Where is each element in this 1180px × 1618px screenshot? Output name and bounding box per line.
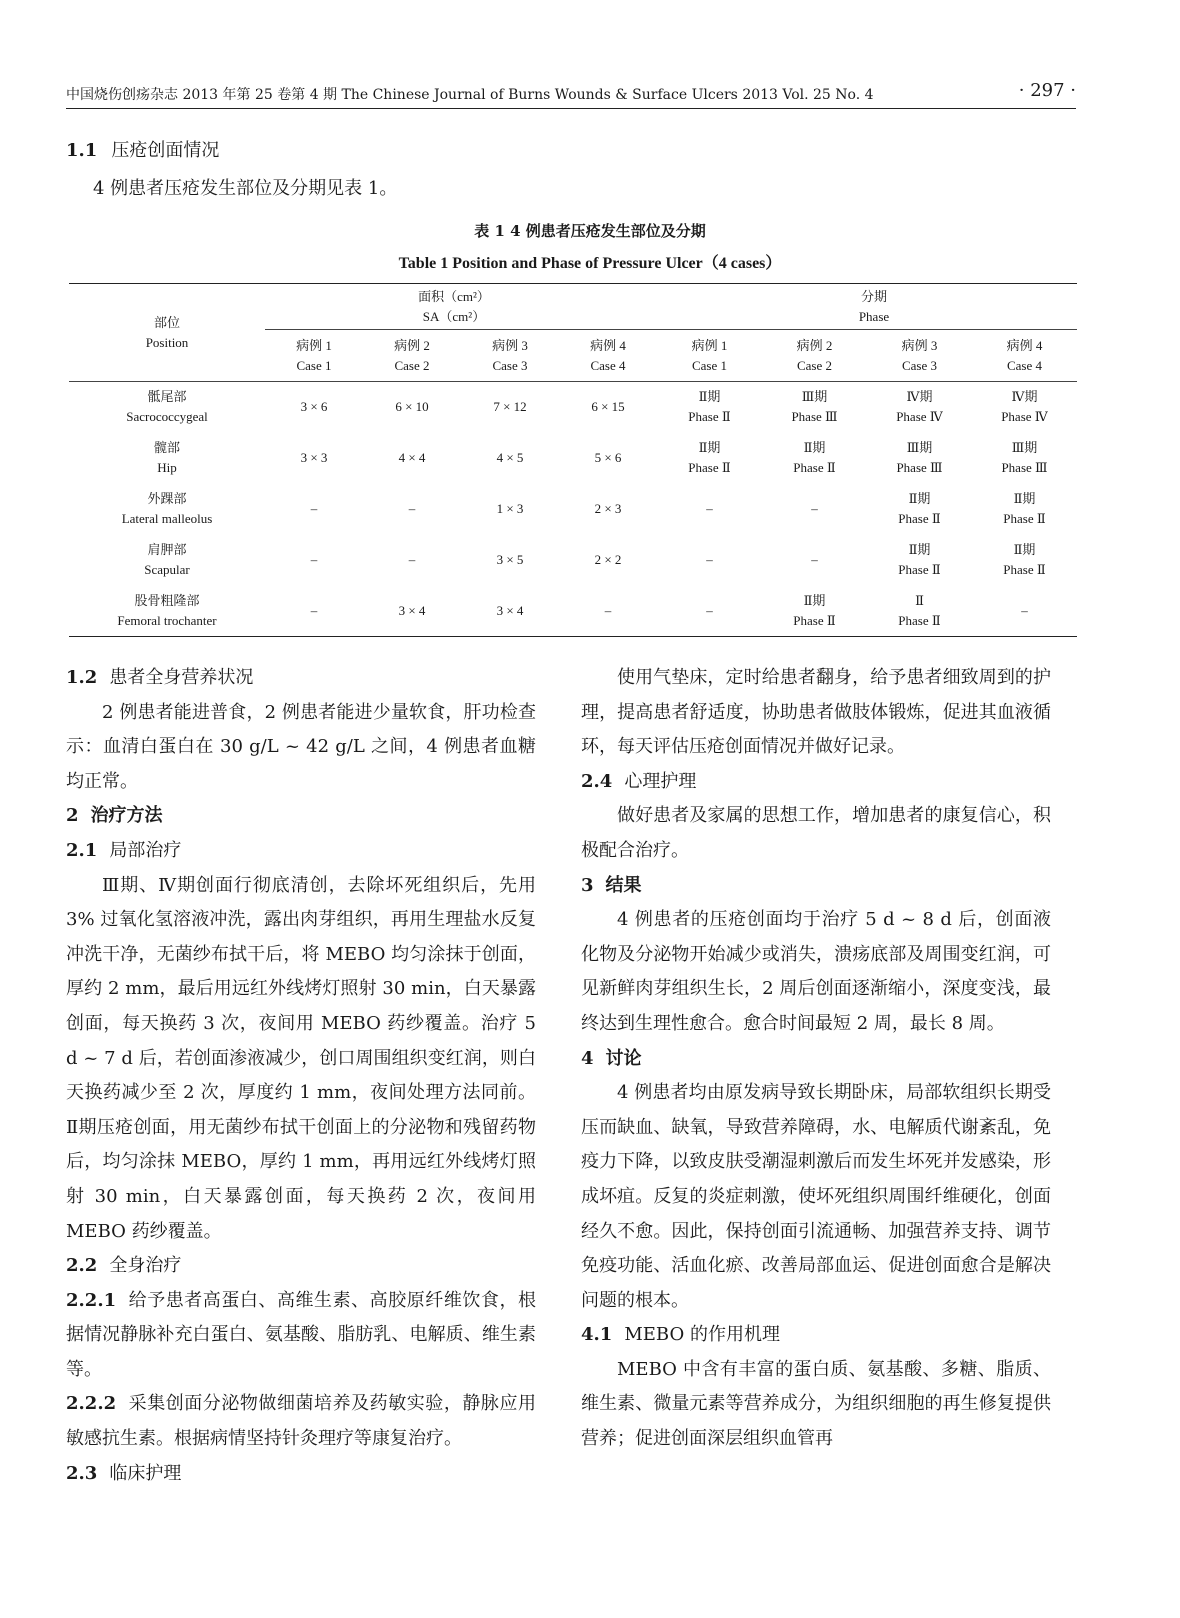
phase-cell: – <box>706 501 713 516</box>
section-number: 2 <box>66 805 79 827</box>
right-column <box>581 661 1051 1457</box>
numbered-paragraph: 2.2.2 采集创面分泌物做细菌培养及药敏实验，静脉应用敏感抗生素。根据病情坚持针灸理疗等康复治疗。 <box>66 1393 536 1450</box>
paragraph: 4 例患者均由原发病导致长期卧床，局部软组织长期受压而缺血、缺氧，导致营养障碍，水、电解质代谢紊乱，免疫力下降，以致皮肤受潮湿刺激后而发生坏死并发感染，形成坏疽。反复的炎症刺激，使坏死组织周围纤维硬化，创面经久不愈。因此，保持创面引流通畅、加强营养支持、调节免疫功能、活血化瘀、改善局部血运、促进创面愈合是解决问题的根本。 <box>581 1082 1051 1311</box>
phase-cell: – <box>1021 602 1028 618</box>
pressure-ulcer-table <box>69 283 1077 637</box>
area-cell: – <box>408 552 416 567</box>
phase-header: 分期 Phase <box>657 284 1077 330</box>
phase-cell: Ⅲ期 Phase Ⅲ <box>791 389 838 425</box>
area-cell: 3 × 6 <box>300 399 328 415</box>
phase-cell: – <box>811 552 818 567</box>
paragraph: MEBO 中含有丰富的蛋白质、氨基酸、多糖、脂质、维生素、微量元素等营养成分，为组织细胞的再生修复提供营养；促进创面深层组织血管再 <box>581 1358 1051 1450</box>
item-number: 2.2.1 <box>66 1289 117 1311</box>
section-title: 治疗方法 <box>90 805 163 827</box>
phase-cell: Ⅲ期 Phase Ⅲ <box>896 440 943 475</box>
section-title: 讨论 <box>605 1047 642 1069</box>
case-header: 病例 3 Case 3 <box>461 330 559 382</box>
paragraph: 4 例患者的压疮创面均于治疗 5 d ~ 8 d 后，创面液化物及分泌物开始减少或消失，溃疡底部及周围变红润，可见新鲜肉芽组织生长，2 周后创面逐渐缩小，深度变浅，最终达到生理性愈合。愈合时间最短 2 周，最长 8 周。 <box>581 909 1051 1034</box>
running-header <box>66 80 1076 109</box>
section-title: 临床护理 <box>109 1462 182 1484</box>
position-cell: 肩胛部 Scapular <box>144 542 190 577</box>
case-header: 病例 2 Case 2 <box>762 330 867 382</box>
phase-cell: Ⅱ期 Phase Ⅱ <box>793 592 836 628</box>
table-row <box>69 433 1077 484</box>
paragraph: 使用气垫床，定时给患者翻身，给予患者细致周到的护理，提高患者舒适度，协助患者做肢体锻炼，促进其血液循环，每天评估压疮创面情况并做好记录。 <box>581 667 1051 758</box>
section-heading <box>66 136 219 162</box>
area-cell: 2 × 3 <box>594 501 622 516</box>
case-header: 病例 4 Case 4 <box>559 330 657 382</box>
paragraph: 4 例患者压疮发生部位及分期见表 1。 <box>93 178 398 199</box>
phase-cell: Ⅳ期 Phase Ⅳ <box>896 389 943 425</box>
position-header: 部位 Position <box>69 284 265 382</box>
section-number: 1.2 <box>66 667 98 688</box>
area-cell: 3 × 4 <box>496 602 524 618</box>
area-cell: 3 × 3 <box>300 450 328 465</box>
section-number: 2.4 <box>581 770 613 792</box>
section-title: MEBO 的作用机理 <box>624 1324 780 1346</box>
phase-cell: Ⅱ期 Phase Ⅱ <box>898 542 941 577</box>
phase-cell: – <box>811 501 818 516</box>
position-cell: 股骨粗隆部 Femoral trochanter <box>117 592 217 628</box>
section-title: 结果 <box>605 874 642 896</box>
area-cell: 6 × 10 <box>395 399 429 415</box>
case-header: 病例 4 Case 4 <box>972 330 1077 382</box>
phase-cell: Ⅱ期 Phase Ⅱ <box>688 440 731 475</box>
section-title: 全身治疗 <box>109 1255 182 1277</box>
area-cell: 4 × 4 <box>398 450 426 465</box>
section-heading <box>66 661 536 696</box>
section-heading <box>66 834 536 869</box>
section-number: 2.2 <box>66 1255 98 1277</box>
section-number: 3 <box>581 874 594 896</box>
section-heading <box>66 1249 536 1284</box>
position-cell: 髋部 Hip <box>153 440 180 475</box>
area-cell: – <box>310 552 318 567</box>
area-cell: 3 × 5 <box>496 552 524 567</box>
table-row <box>69 586 1077 637</box>
section-title: 心理护理 <box>624 770 697 792</box>
area-cell: – <box>310 602 318 618</box>
page-number: · 297 · <box>1018 80 1076 101</box>
paragraph: 2 例患者能进普食，2 例患者能进少量软食，肝功检查示：血清白蛋白在 30 g/L ~ 42 g/L 之间，4 例患者血糖均正常。 <box>66 701 536 792</box>
phase-cell: Ⅱ期 Phase Ⅱ <box>898 491 941 526</box>
area-cell: 6 × 15 <box>591 399 625 415</box>
area-cell: – <box>408 501 416 516</box>
section-number: 2.3 <box>66 1462 98 1484</box>
section-number: 4.1 <box>581 1324 613 1346</box>
section-number: 1.1 <box>66 140 98 161</box>
phase-cell: – <box>706 552 713 567</box>
area-cell: 2 × 2 <box>594 552 622 567</box>
section-title: 局部治疗 <box>109 839 182 861</box>
section-heading <box>581 1318 1051 1353</box>
section-heading <box>66 1457 536 1492</box>
section-title: 压疮创面情况 <box>111 140 220 161</box>
table-row <box>69 382 1077 433</box>
phase-cell: Ⅱ期 Phase Ⅱ <box>688 389 731 425</box>
position-cell: 骶尾部 Sacrococcygeal <box>126 389 208 425</box>
phase-cell: Ⅱ期 Phase Ⅱ <box>1003 542 1046 577</box>
numbered-paragraph: 2.2.1 给予患者高蛋白、高维生素、高胶原纤维饮食，根据情况静脉补充白蛋白、氨基酸、脂肪乳、电解质、维生素等。 <box>66 1289 536 1380</box>
left-column <box>66 661 536 1491</box>
paragraph: Ⅲ期、Ⅳ期创面行彻底清创，去除坏死组织后，先用 3% 过氧化氢溶液冲洗，露出肉芽组织，再用生理盐水反复冲洗干净，无菌纱布拭干后，将 MEBO 均匀涂抹于创面，厚约 2 mm，最后用远红外线烤灯照射 30 min，白天暴露创面，每天换药 3 次，夜间用 MEBO 药纱覆盖。治疗 5 d ~ 7 d 后，若创面渗液减少，创口周围组织变红润，则白天换药减少至 2 次，厚度约 1 mm，夜间处理方法同前。Ⅱ期压疮创面，用无菌纱布拭干创面上的分泌物和残留药物后，均匀涂抹 MEBO，厚约 1 mm，再用远红外线烤灯照射 30 min，白天暴露创面，每天换药 2 次，夜间用 MEBO 药纱覆盖。 <box>66 874 536 1242</box>
section-heading <box>66 799 536 834</box>
section-number: 4 <box>581 1047 594 1069</box>
paragraph: 做好患者及家属的思想工作，增加患者的康复信心，积极配合治疗。 <box>581 805 1051 861</box>
phase-cell: – <box>706 602 713 618</box>
phase-cell: Ⅱ Phase Ⅱ <box>898 592 941 628</box>
phase-cell: Ⅱ期 Phase Ⅱ <box>793 440 836 475</box>
area-cell: – <box>604 602 612 618</box>
area-cell: 3 × 4 <box>398 602 426 618</box>
area-cell: 7 × 12 <box>493 399 527 415</box>
case-header: 病例 3 Case 3 <box>867 330 972 382</box>
table-caption-cn: 表 1 4 例患者压疮发生部位及分期 <box>474 222 706 240</box>
item-number: 2.2.2 <box>66 1393 117 1415</box>
case-header: 病例 2 Case 2 <box>363 330 461 382</box>
phase-cell: Ⅲ期 Phase Ⅲ <box>1001 440 1048 475</box>
area-cell: 1 × 3 <box>496 501 524 516</box>
section-title: 患者全身营养状况 <box>109 667 254 688</box>
phase-cell: Ⅱ期 Phase Ⅱ <box>1003 491 1046 526</box>
table-caption-en: Table 1 Position and Phase of Pressure Ulcer（4 cases） <box>398 255 782 272</box>
table-row <box>69 535 1077 586</box>
area-cell: 4 × 5 <box>496 450 524 465</box>
area-cell: 5 × 6 <box>594 450 622 465</box>
case-header: 病例 1 Case 1 <box>265 330 363 382</box>
table-row <box>69 484 1077 535</box>
section-heading <box>581 765 1051 800</box>
section-heading <box>581 1042 1051 1077</box>
area-header: 面积（cm²） SA（cm²） <box>265 284 657 330</box>
area-cell: – <box>310 501 318 516</box>
section-number: 2.1 <box>66 839 98 861</box>
case-header: 病例 1 Case 1 <box>657 330 762 382</box>
position-cell: 外踝部 Lateral malleolus <box>121 491 213 526</box>
journal-header: 中国烧伤创疡杂志 2013 年第 25 卷第 4 期 The Chinese Journal of Burns Wounds & Surface Ulcers 2013 Vol. 25 No. 4 <box>66 87 874 103</box>
section-heading <box>581 869 1051 904</box>
phase-cell: Ⅳ期 Phase Ⅳ <box>1001 389 1048 425</box>
